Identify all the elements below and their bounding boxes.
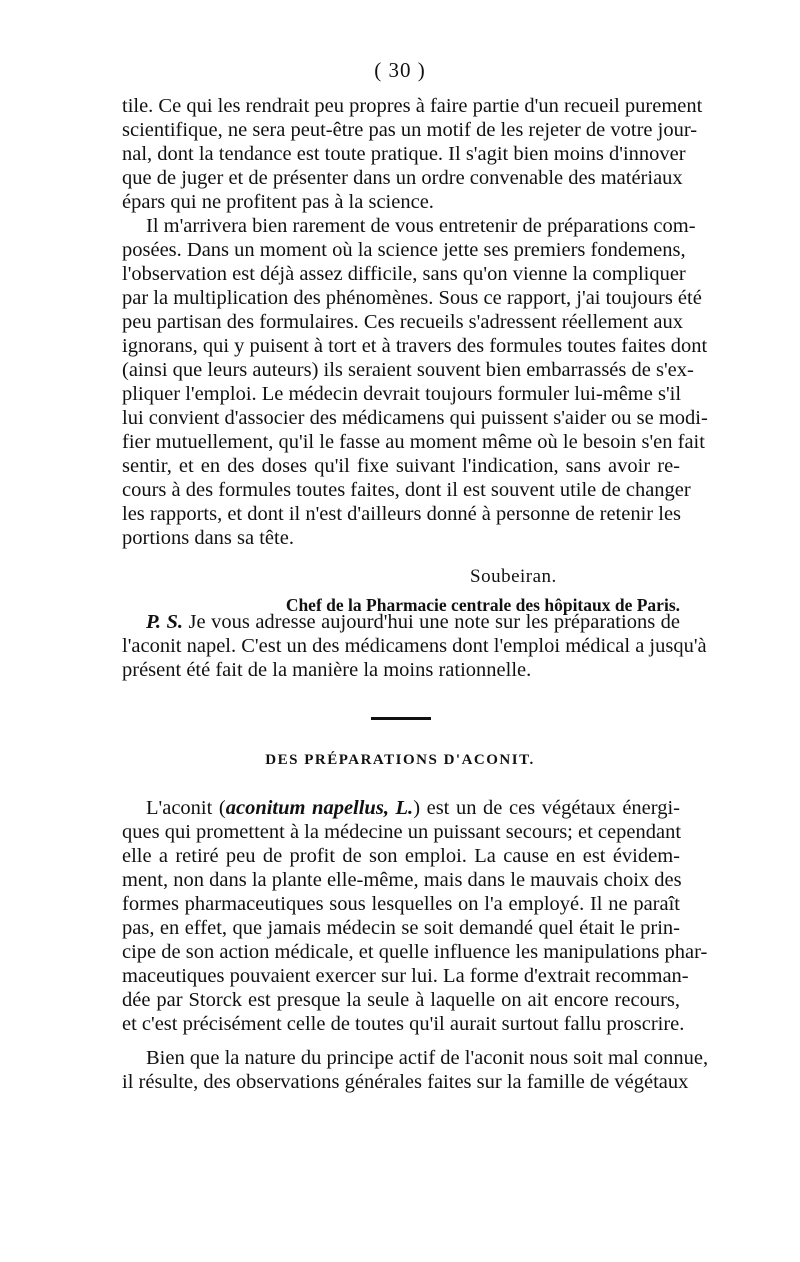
text-line: ignorans, qui y puisent à tort et à travers des formules toutes faites dont: [122, 335, 708, 357]
text-line: et c'est précisément celle de toutes qu'il aurait surtout fallu proscrire.: [122, 1013, 685, 1035]
postscript-line: [146, 610, 680, 634]
text-line: Il m'arrivera bien rarement de vous entretenir de préparations com-: [146, 215, 696, 237]
postscript-text: Je vous adresse aujourd'hui une note sur les préparations de: [188, 611, 681, 633]
text-line: cipe de son action médicale, et quelle influence les manipulations phar-: [122, 941, 708, 963]
text-line: cours à des formules toutes faites, dont il est souvent utile de changer: [122, 479, 691, 501]
signature: Soubeiran.: [470, 566, 557, 587]
text-line: épars qui ne profitent pas à la science.: [122, 191, 434, 213]
text-line: Bien que la nature du principe actif de l'aconit nous soit mal connue,: [146, 1047, 709, 1069]
section-divider: [371, 717, 431, 720]
text-line: pliquer l'emploi. Le médecin devrait toujours formuler lui-même s'il: [122, 383, 682, 405]
text-line: ques qui promettent à la médecine un puissant secours; et cependant: [122, 821, 682, 843]
page-number: ( 30 ): [374, 58, 426, 82]
text-line: portions dans sa tête.: [122, 527, 294, 549]
text-line: peu partisan des formulaires. Ces recueils s'adressent réellement aux: [122, 311, 683, 333]
text-line: elle a retiré peu de profit de son emploi. La cause en est évidem-: [122, 845, 680, 867]
text-line: lui convient d'associer des médicamens qui puissent s'aider ou se modi-: [122, 407, 708, 429]
text-line: dée par Storck est presque la seule à laquelle on ait encore recours,: [122, 989, 680, 1011]
text-line: les rapports, et dont il n'est d'ailleurs donné à personne de retenir les: [122, 503, 682, 525]
text-line: [146, 796, 680, 820]
postscript-label: P. S.: [146, 611, 184, 633]
text-line: maceutiques pouvaient exercer sur lui. La forme d'extrait recomman-: [122, 965, 689, 987]
text-line: posées. Dans un moment où la science jette ses premiers fondemens,: [122, 239, 686, 261]
text-line: par la multiplication des phénomènes. Sous ce rapport, j'ai toujours été: [122, 287, 702, 309]
text-line: formes pharmaceutiques sous lesquelles on l'a employé. Il ne paraît: [122, 893, 680, 915]
postscript-line: présent été fait de la manière la moins rationnelle.: [122, 659, 532, 681]
section-title: DES PRÉPARATIONS D'ACONIT.: [265, 752, 535, 768]
postscript-line: l'aconit napel. C'est un des médicamens dont l'emploi médical a jusqu'à: [122, 635, 707, 657]
text-line: que de juger et de présenter dans un ordre convenable des matériaux: [122, 167, 683, 189]
text-line: scientifique, ne sera peut-être pas un motif de les rejeter de votre jour-: [122, 119, 698, 141]
text-fragment: ) est un de ces végétaux énergi-: [413, 797, 681, 819]
text-line: nal, dont la tendance est toute pratique. Il s'agit bien moins d'innover: [122, 143, 686, 165]
text-line: (ainsi que leurs auteurs) ils seraient souvent bien embarrassés de s'ex-: [122, 359, 694, 381]
text-line: l'observation est déjà assez difficile, sans qu'on vienne la compliquer: [122, 263, 686, 285]
text-line: pas, en effet, que jamais médecin se soit demandé quel était le prin-: [122, 917, 680, 939]
text-fragment: L'aconit (: [146, 797, 226, 819]
text-line: ment, non dans la plante elle-même, mais dans le mauvais choix des: [122, 869, 682, 891]
text-line: sentir, et en des doses qu'il fixe suivant l'indication, sans avoir re-: [122, 455, 680, 477]
text-line: tile. Ce qui les rendrait peu propres à faire partie d'un recueil purement: [122, 95, 703, 117]
text-line: il résulte, des observations générales faites sur la famille de végétaux: [122, 1071, 689, 1093]
latin-name: aconitum napellus, L.: [225, 797, 414, 819]
affiliation: Chef de la Pharmacie centrale des hôpitaux de Paris.: [285, 595, 680, 615]
text-line: fier mutuellement, qu'il le fasse au moment même où le besoin s'en fait: [122, 431, 705, 453]
